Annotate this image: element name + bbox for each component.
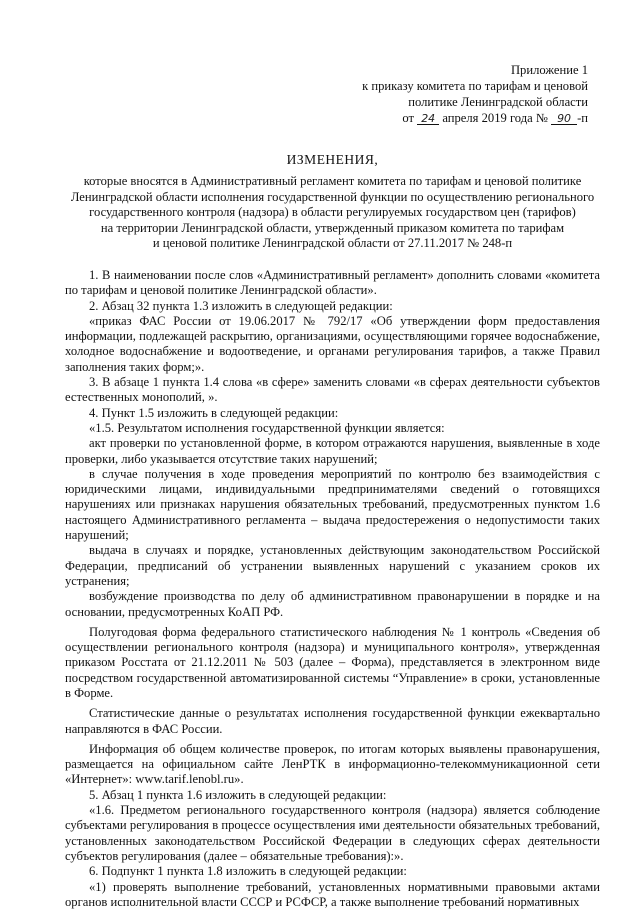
appendix-line-3: политике Ленинградской области	[408, 95, 588, 109]
paragraph: акт проверки по установленной форме, в котором отражаются нарушения, выявленные в ходе проверки, либо указывается отсутствие таких нарушений;	[65, 436, 600, 466]
document-subtitle	[65, 174, 600, 252]
date-prefix: от	[402, 111, 415, 125]
appendix-date-line	[65, 110, 588, 126]
subtitle-line: государственного контроля (надзора) в области регулируемых государством цен (тарифов)	[89, 205, 576, 220]
paragraph: 3. В абзаце 1 пункта 1.4 слова «в сфере» заменить словами «в сферах деятельности субъектов естественных монополий, ».	[65, 375, 600, 405]
paragraph: Статистические данные о результатах исполнения государственной функции ежеквартально направляются в ФАС России.	[65, 706, 600, 736]
date-day-handwritten: 24	[417, 113, 439, 125]
paragraph: 6. Подпункт 1 пункта 1.8 изложить в следующей редакции:	[89, 864, 407, 879]
paragraph: выдача в случаях и порядке, установленных действующим законодательством Российской Федерации, предписаний об устранении выявленных нарушений с указанием сроков их устранения;	[65, 543, 600, 588]
paragraph: Информация об общем количестве проверок, по итогам которых выявлены правонарушения, размещается на официальном сайте ЛенРТК в информационно-телекоммуникационной сети «Интернет»: www.tarif.lenobl.ru».	[65, 741, 600, 787]
order-number-handwritten: 90	[551, 113, 577, 125]
date-suffix: -п	[577, 111, 588, 125]
subtitle-line: и ценовой политике Ленинградской области от 27.11.2017 № 248-п	[152, 236, 513, 251]
document-title: ИЗМЕНЕНИЯ,	[286, 152, 379, 167]
document-body	[65, 268, 600, 910]
paragraph: 2. Абзац 32 пункта 1.3 изложить в следующей редакции:	[89, 298, 393, 313]
paragraph: «приказ ФАС России от 19.06.2017 № 792/17 «Об утверждении форм предоставления информации, подлежащей раскрытию, организациями, осуществляющими горячее водоснабжение, холодное водоснабжение и водоотведение, и органами регулирования тарифов, а также Правил заполнения таких форм;».	[65, 313, 600, 374]
paragraph: «1.6. Предметом регионального государственного контроля (надзора) является соблюдение субъектами регулирования в процессе осуществления ими деятельности обязательных требований, установленных законодательством Российской Федерации в следующих сферах деятельности субъектов регулирования (далее – обязательные требования):».	[65, 803, 600, 863]
appendix-line-2: к приказу комитета по тарифам и ценовой	[362, 79, 588, 93]
paragraph: в случае получения в ходе проведения мероприятий по контролю без взаимодействия с юридическими лицами, индивидуальными предпринимателями сведений о готовящихся нарушениях или признаках нарушения обязательных требований, предусмотренных пунктом 1.6 настоящего Административного регламента – выдача предостережения о недопустимости таких нарушений;	[65, 466, 600, 543]
appendix-line-1: Приложение 1	[510, 63, 588, 77]
paragraph: 5. Абзац 1 пункта 1.6 изложить в следующей редакции:	[89, 787, 387, 802]
appendix-header	[65, 62, 588, 126]
paragraph: 1. В наименовании после слов «Административный регламент» дополнить словами «комитета по тарифам и ценовой политике Ленинградской области».	[65, 267, 600, 298]
date-middle: апреля 2019 года №	[442, 111, 548, 125]
paragraph: «1) проверять выполнение требований, установленных нормативными правовыми актами органов исполнительной власти СССР и РСФСР, а также выполнение требований нормативных	[65, 879, 600, 909]
paragraph: 4. Пункт 1.5 изложить в следующей редакции:	[89, 405, 339, 420]
subtitle-line: Ленинградской области исполнения государственной функции по осуществлению регионального	[70, 189, 595, 204]
paragraph: возбуждение производства по делу об административном правонарушении в порядке и на основании, предусмотренных КоАП РФ.	[65, 589, 600, 619]
paragraph: «1.5. Результатом исполнения государственной функции является:	[89, 420, 445, 435]
subtitle-line: которые вносятся в Административный регламент комитета по тарифам и ценовой политике	[83, 174, 582, 188]
subtitle-line: на территории Ленинградской области, утвержденный приказом комитета по тарифам	[100, 220, 565, 235]
paragraph: Полугодовая форма федерального статистического наблюдения № 1 контроль «Сведения об осуществлении регионального контроля (надзора) и муниципального контроля», утвержденная приказом Росстата от 21.12.2011 № 503 (далее – Форма), представляется в электронном виде посредством государственной автоматизированной системы “Управление» в сроки, установленные в Форме.	[65, 624, 600, 700]
